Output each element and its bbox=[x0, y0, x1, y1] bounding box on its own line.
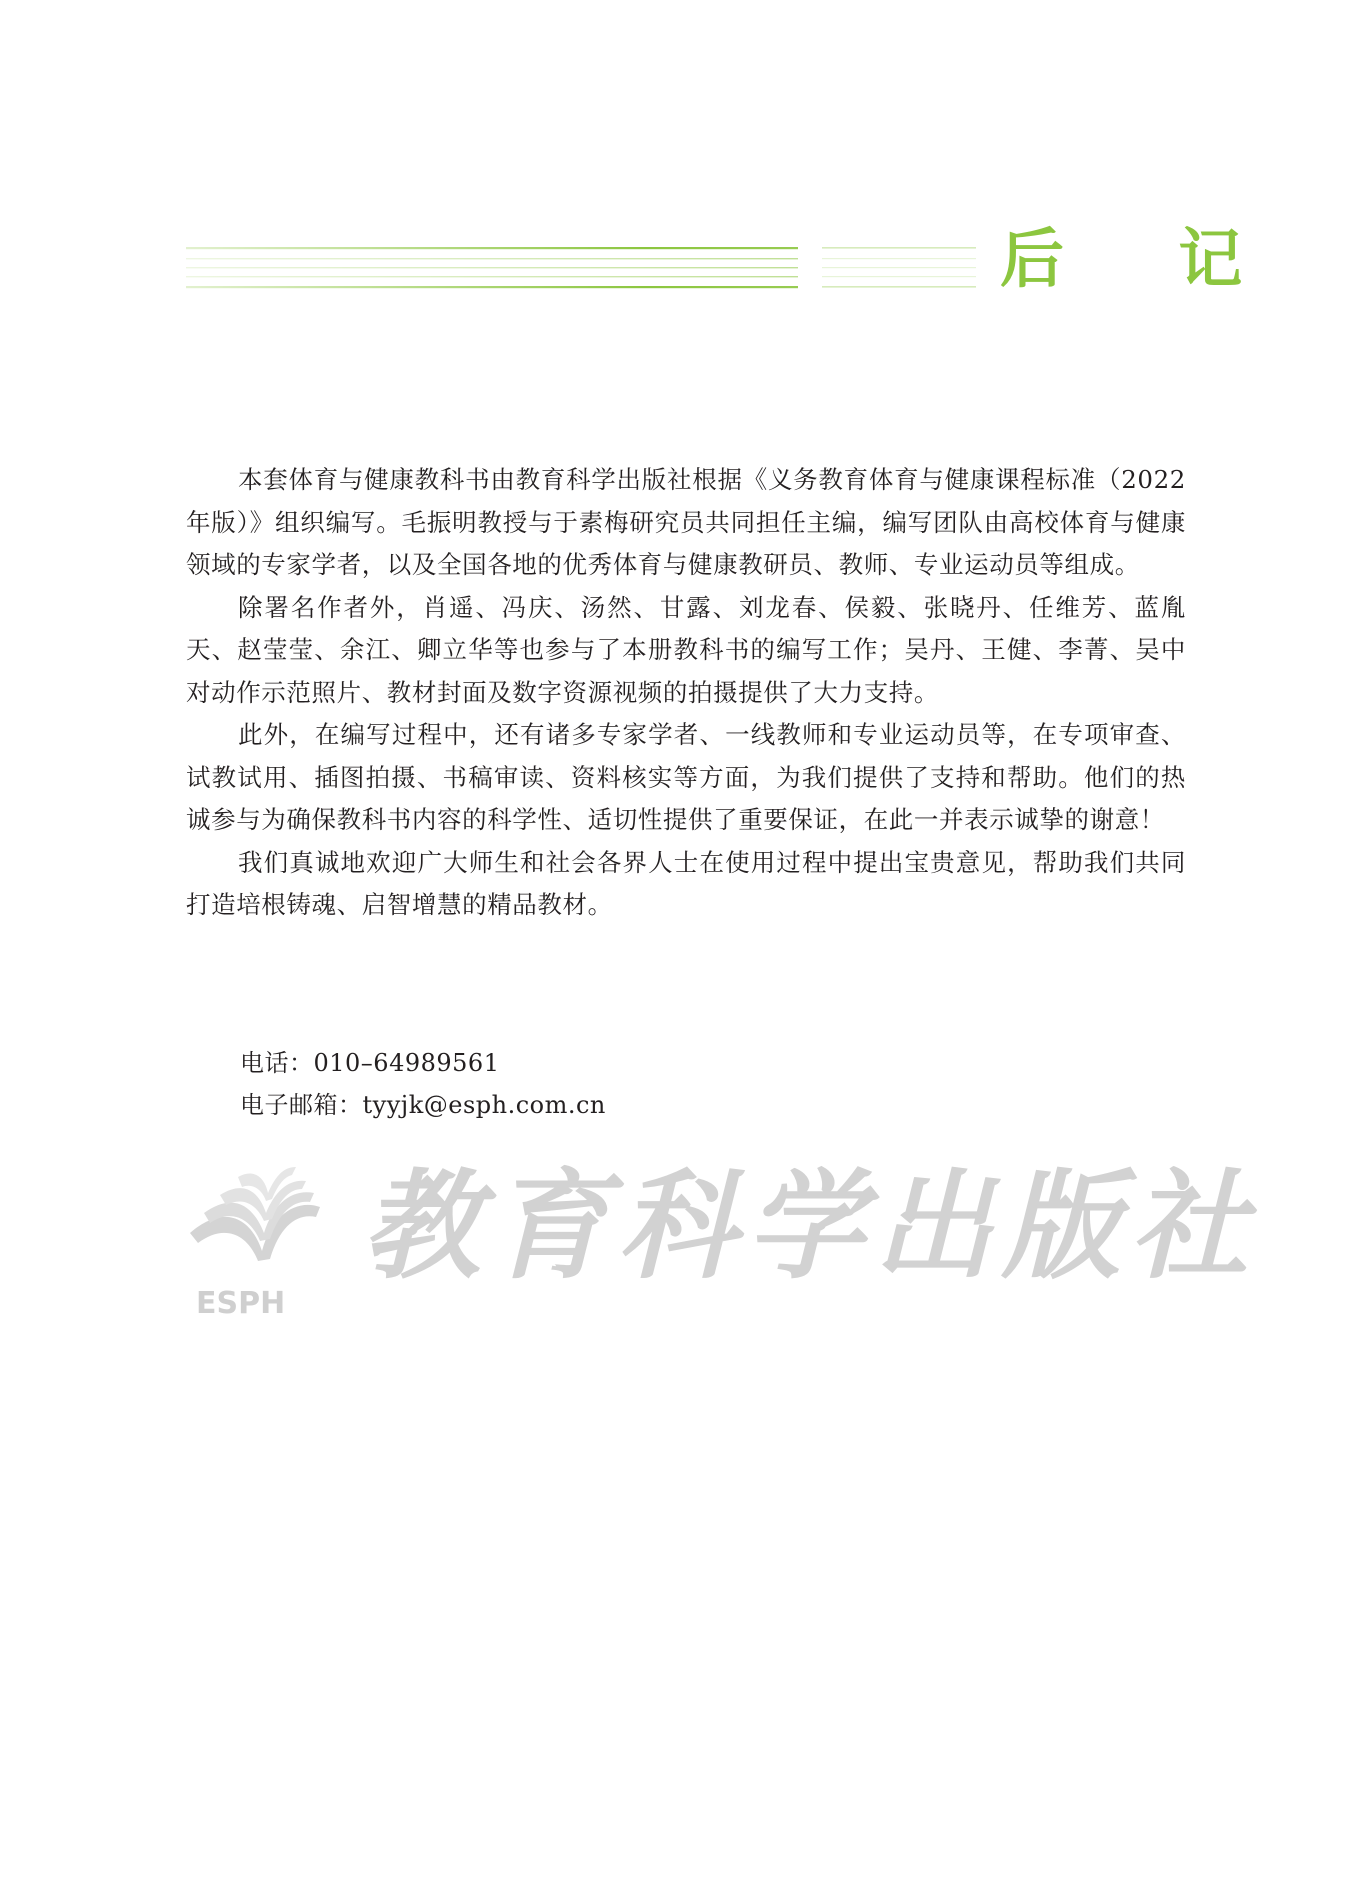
open-book-logo-icon bbox=[180, 1155, 330, 1320]
paragraph: 我们真诚地欢迎广大师生和社会各界人士在使用过程中提出宝贵意见，帮助我们共同打造培根铸魂、启智增慧的精品教材。 bbox=[186, 847, 1186, 919]
publisher-name-watermark: 教育科学出版社 bbox=[362, 1156, 1259, 1295]
phone-label: 电话： bbox=[240, 1049, 314, 1077]
email-address: tyyjk@esph.com.cn bbox=[362, 1091, 606, 1119]
page-title: 后 记 bbox=[1000, 223, 1289, 297]
email-row bbox=[240, 1084, 606, 1126]
phone-number: 010–64989561 bbox=[313, 1049, 500, 1077]
paragraph: 此外，在编写过程中，还有诸多专家学者、一线教师和专业运动员等，在专项审查、试教试用、插图拍摄、书稿审读、资料核实等方面，为我们提供了支持和帮助。他们的热诚参与为确保教科书内容的科学性、适切性提供了重要保证，在此一并表示诚挚的谢意！ bbox=[186, 720, 1186, 834]
contact-info bbox=[240, 1042, 606, 1126]
afterword-body bbox=[186, 459, 1186, 927]
logo-acronym: ESPH bbox=[196, 1286, 286, 1320]
header-decorative-lines bbox=[186, 245, 976, 291]
paragraph: 除署名作者外，肖遥、冯庆、汤然、甘露、刘龙春、侯毅、张晓丹、任维芳、蓝胤天、赵莹莹、余江、卿立华等也参与了本册教科书的编写工作；吴丹、王健、李菁、吴中对动作示范照片、教材封面及数字资源视频的拍摄提供了大力支持。 bbox=[186, 592, 1186, 707]
publisher-watermark bbox=[180, 1155, 1259, 1335]
phone-row bbox=[240, 1042, 606, 1084]
email-label: 电子邮箱： bbox=[240, 1091, 363, 1119]
paragraph: 本套体育与健康教科书由教育科学出版社根据《义务教育体育与健康课程标准（2022 年版）》组织编写。毛振明教授与于素梅研究员共同担任主编，编写团队由高校体育与健康领域的专家学者，以及全国各地的优秀体育与健康教研员、教师、专业运动员等组成。 bbox=[186, 465, 1186, 579]
